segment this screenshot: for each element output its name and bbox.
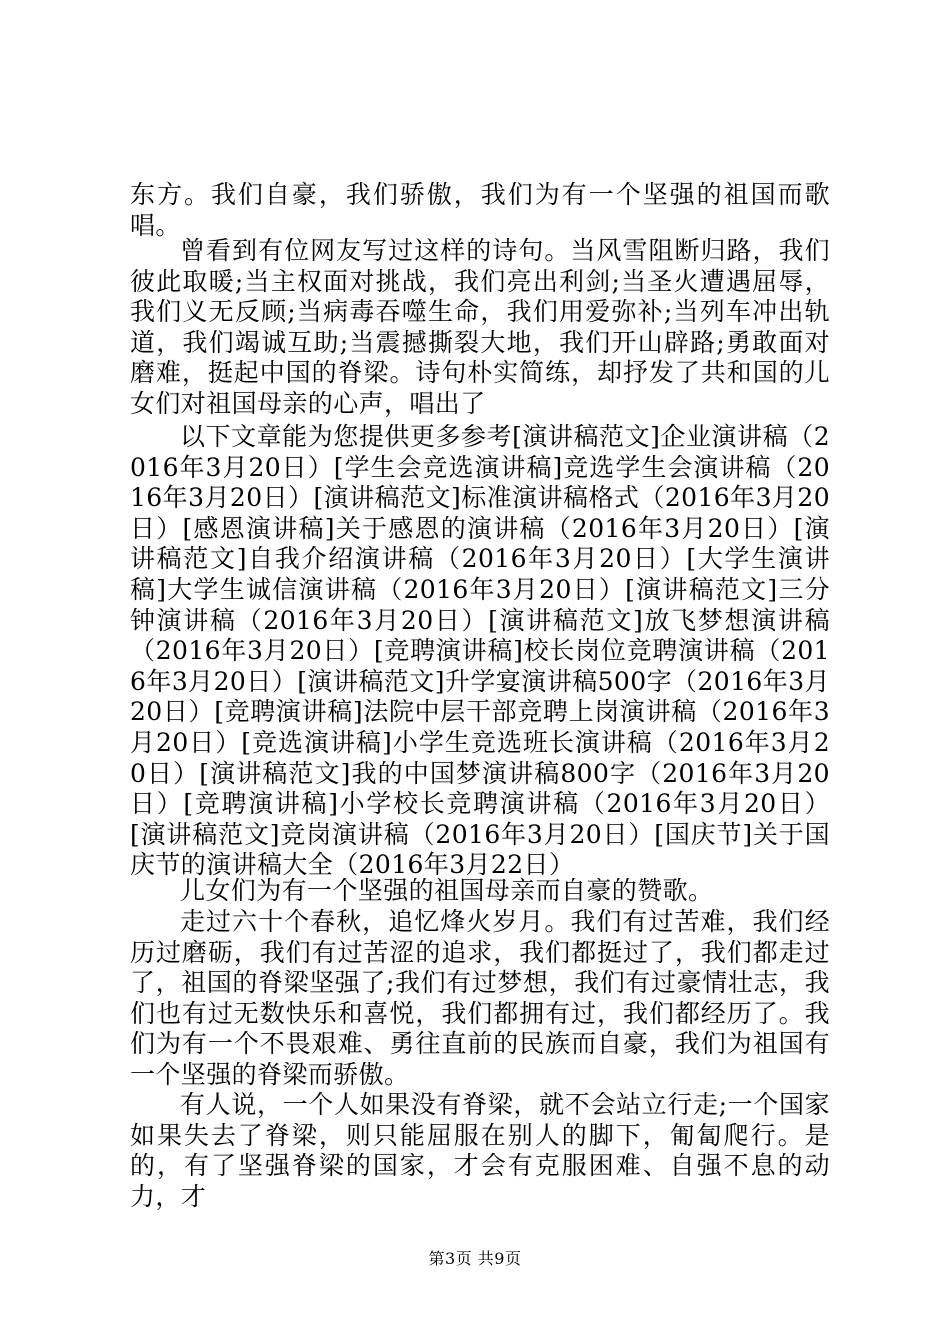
paragraph-sixty-years: 走过六十个春秋，追忆烽火岁月。我们有过苦难，我们经历过磨砺，我们有过苦涩的追求，我们都挺过了，我们都走过了，祖国的脊梁坚强了;我们有过梦想，我们有过豪情壮志，我们也有过无数快乐和喜悦，我们都拥有过，我们都经历了。我们为有一个不畏艰难、勇往直前的民族而自豪，我们为祖国有一个坚强的脊梁而骄傲。 (130, 907, 830, 1089)
page-footer (0, 1246, 950, 1269)
paragraph-praise: 儿女们为有一个坚强的祖国母亲而自豪的赞歌。 (180, 876, 714, 905)
paragraph-poem: 曾看到有位网友写过这样的诗句。当风雪阻断归路，我们彼此取暖;当主权面对挑战，我们亮出利剑;当圣火遭遇屈辱，我们义无反顾;当病毒吞噬生命，我们用爱弥补;当列车冲出轨道，我们竭诚互助;当震撼撕裂大地，我们开山辟路;勇敢面对磨难，挺起中国的脊梁。诗句朴实简练，却抒发了共和国的儿女们对祖国母亲的心声，唱出了 (130, 236, 830, 418)
page-number-indicator: 第3页 共9页 (428, 1249, 522, 1268)
paragraph-related-articles: 以下文章能为您提供更多参考[演讲稿范文]企业演讲稿（2016年3月20日）[学生会竞选演讲稿]竞选学生会演讲稿（2016年3月20日）[演讲稿范文]标准演讲稿格式（2016年3月20日）[感恩演讲稿]关于感恩的演讲稿（2016年3月20日）[演讲稿范文]自我介绍演讲稿（2016年3月20日）[大学生演讲稿]大学生诚信演讲稿（2016年3月20日）[演讲稿范文]三分钟演讲稿（2016年3月20日）[演讲稿范文]放飞梦想演讲稿（2016年3月20日）[竞聘演讲稿]校长岗位竞聘演讲稿（2016年3月20日）[演讲稿范文]升学宴演讲稿500字（2016年3月20日）[竞聘演讲稿]法院中层干部竞聘上岗演讲稿（2016年3月20日）[竞选演讲稿]小学生竞选班长演讲稿（2016年3月20日）[演讲稿范文]我的中国梦演讲稿800字（2016年3月20日）[竞聘演讲稿]小学校长竞聘演讲稿（2016年3月20日）[演讲稿范文]竞岗演讲稿（2016年3月20日）[国庆节]关于国庆节的演讲稿大全（2016年3月22日） (130, 422, 830, 880)
paragraph-spine: 有人说，一个人如果没有脊梁，就不会站立行走;一个国家如果失去了脊梁，则只能屈服在别人的脚下，匍匐爬行。是的，有了坚强脊梁的国家，才会有克服困难、自强不息的动力，才 (130, 1090, 830, 1211)
paragraph-continuation: 东方。我们自豪，我们骄傲，我们为有一个坚强的祖国而歌唱。 (130, 180, 830, 240)
